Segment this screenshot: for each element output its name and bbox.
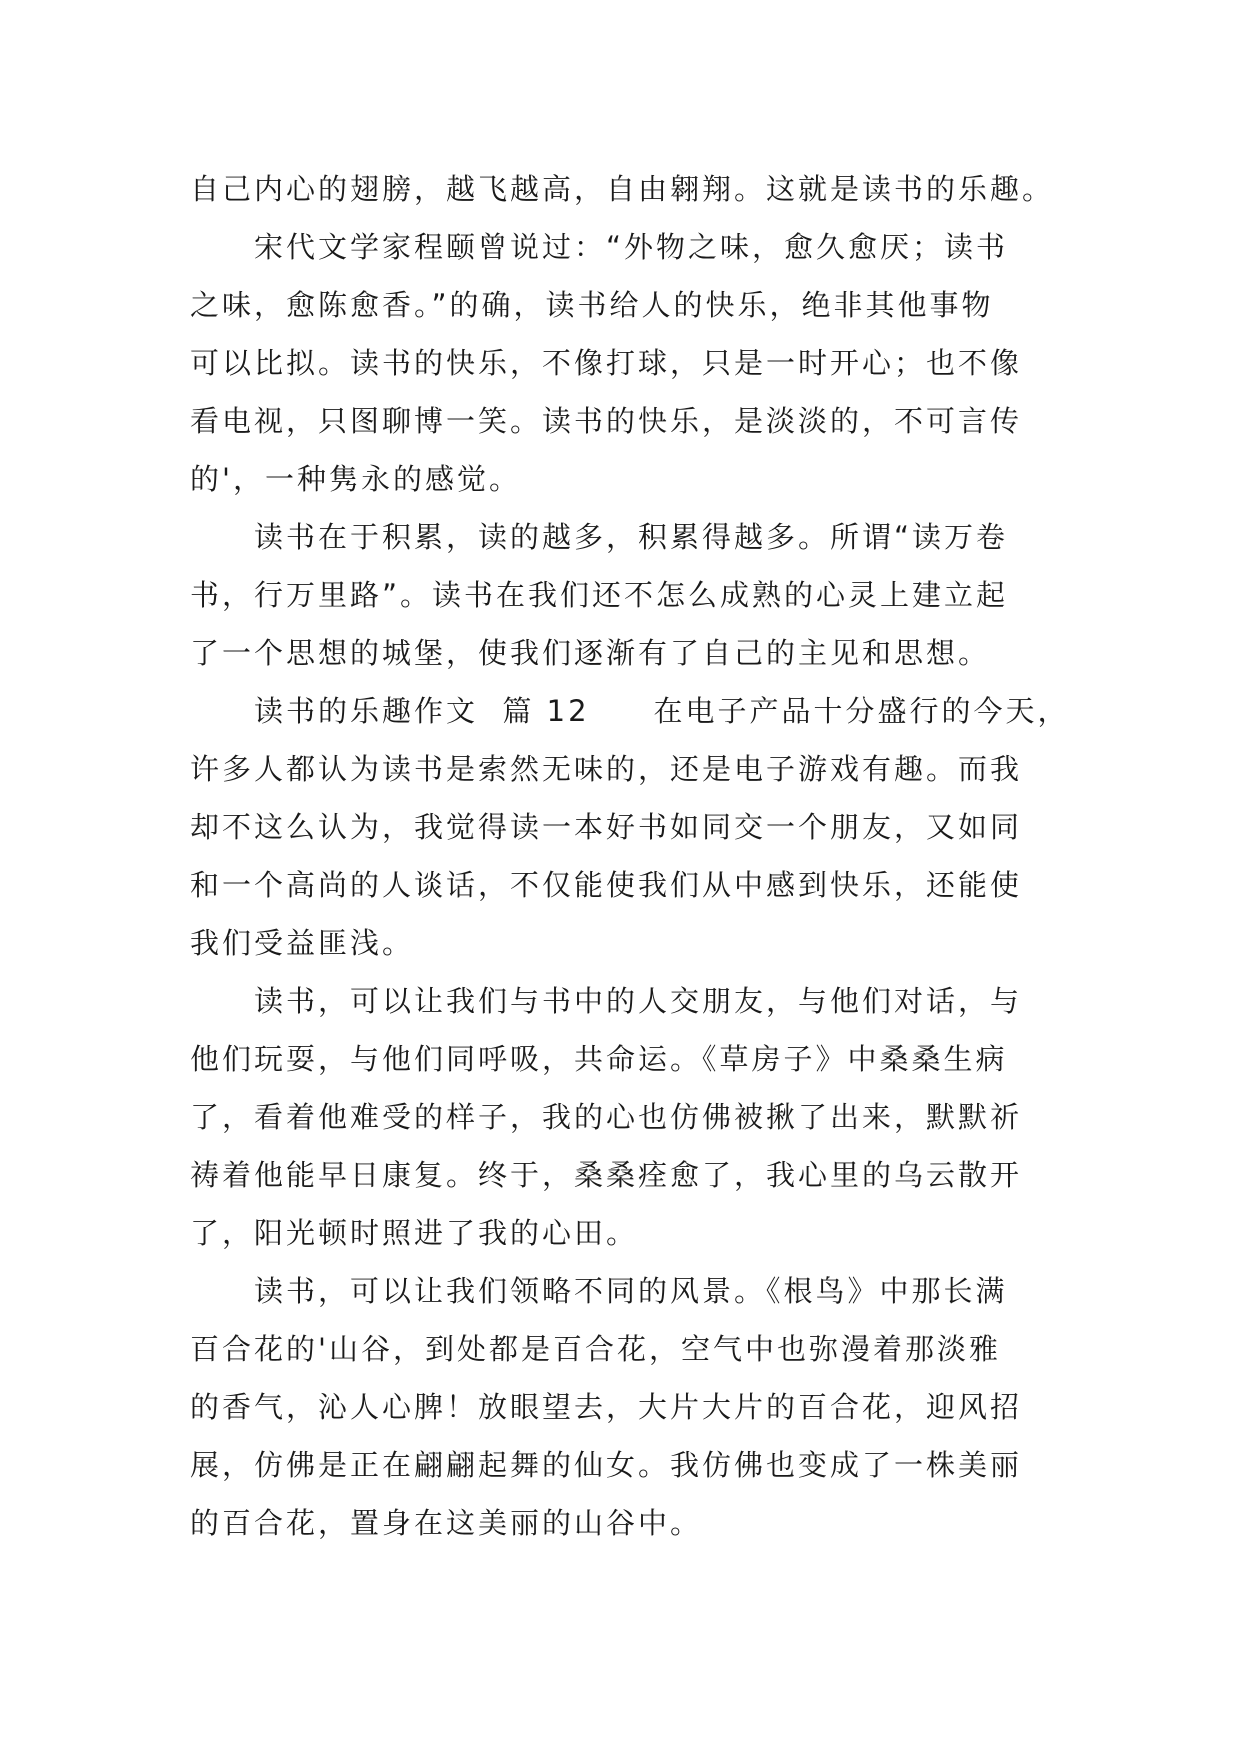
text-line: 可以比拟。读书的快乐，不像打球，只是一时开心；也不像: [190, 346, 1023, 380]
text-line: 读书，可以让我们领略不同的风景。《根鸟》中那长满: [190, 1274, 1008, 1308]
text-line: 宋代文学家程颐曾说过：“外物之味，愈久愈厌；读书: [190, 230, 1009, 264]
text-line: 的'，一种隽永的感觉。: [190, 462, 521, 496]
text-line: 了一个思想的城堡，使我们逐渐有了自己的主见和思想。: [190, 636, 991, 670]
text-line: 和一个高尚的人谈话，不仅能使我们从中感到快乐，还能使: [190, 868, 1023, 902]
body-text: [190, 160, 1070, 1552]
text-line: 展，仿佛是正在翩翩起舞的仙女。我仿佛也变成了一株美丽: [190, 1448, 1023, 1482]
text-line: 许多人都认为读书是索然无味的，还是电子游戏有趣。而我: [190, 752, 1023, 786]
text-line: 之味，愈陈愈香。”的确，读书给人的快乐，绝非其他事物: [190, 288, 994, 322]
text-line: 祷着他能早日康复。终于，桑桑痊愈了，我心里的乌云散开: [190, 1158, 1023, 1192]
text-line: 书，行万里路”。读书在我们还不怎么成熟的心灵上建立起: [190, 578, 1009, 612]
text-line: 读书，可以让我们与书中的人交朋友，与他们对话，与: [190, 984, 1023, 1018]
text-line: 看电视，只图聊博一笑。读书的快乐，是淡淡的，不可言传: [190, 404, 1023, 438]
text-line: 自己内心的翅膀，越飞越高，自由翱翔。这就是读书的乐趣。: [190, 172, 1055, 206]
text-line: 却不这么认为，我觉得读一本好书如同交一个朋友，又如同: [190, 810, 1023, 844]
text-line: 百合花的'山谷，到处都是百合花，空气中也弥漫着那淡雅: [190, 1332, 1001, 1366]
text-line: 了，看着他难受的样子，我的心也仿佛被揪了出来，默默祈: [190, 1100, 1023, 1134]
text-line: 读书在于积累，读的越多，积累得越多。所谓“读万卷: [190, 520, 1009, 554]
text-line: 的香气，沁人心脾！放眼望去，大片大片的百合花，迎风招: [190, 1390, 1023, 1424]
text-line: 读书的乐趣作文 篇 12 在电子产品十分盛行的今天，: [190, 694, 1070, 728]
text-line: 他们玩耍，与他们同呼吸，共命运。《草房子》中桑桑生病: [190, 1042, 1008, 1076]
text-line: 的百合花，置身在这美丽的山谷中。: [190, 1506, 703, 1540]
text-line: 我们受益匪浅。: [190, 926, 415, 960]
text-line: 了，阳光顿时照进了我的心田。: [190, 1216, 639, 1250]
